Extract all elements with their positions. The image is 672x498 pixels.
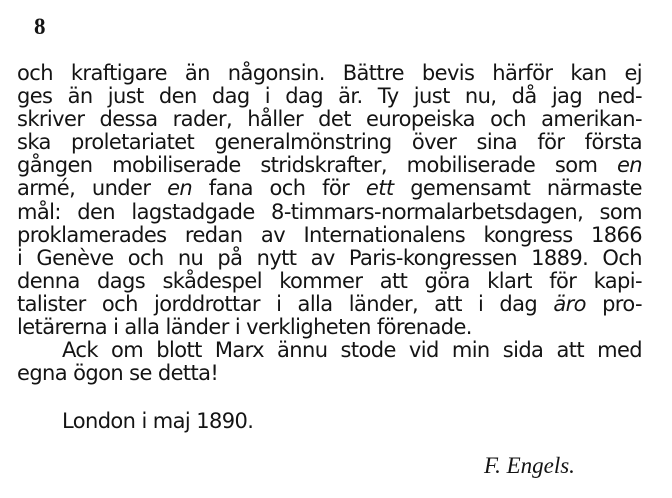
emphasis: äro: [553, 291, 586, 316]
text-line: egna ögon se detta!: [17, 361, 219, 386]
emphasis: ett: [365, 176, 394, 201]
paragraph-2: [17, 339, 642, 385]
signature: F. Engels.: [484, 453, 575, 478]
emphasis: en: [616, 153, 642, 178]
text-line: gången mobiliserade stridskrafter, mobiliserade som en: [17, 153, 642, 178]
text-line: och kraftigare än någonsin. Bättre bevis härför kan ej: [17, 61, 642, 85]
text-line: mål: den lagstadgade 8-timmars-normalarbetsdagen, som: [17, 199, 642, 224]
dateline: London i maj 1890.: [62, 409, 254, 433]
text-line: talister och jorddrottar i alla länder, att i dag äro pro-: [17, 291, 642, 316]
text-line: letärerna i alla länder i verkligheten förenade.: [17, 315, 472, 340]
text-line: i Genève och nu på nytt av Paris-kongressen 1889. Och: [17, 245, 642, 270]
text-line: armé, under en fana och för ett gemensamt närmaste: [17, 176, 642, 201]
text-line: proklamerades redan av Internationalens kongress 1866: [17, 222, 642, 247]
text-line: ska proletariatet generalmönstring över sina för första: [17, 130, 642, 155]
text-line: denna dags skådespel kommer att göra klart för kapi-: [17, 268, 642, 293]
page-number: 8: [34, 14, 46, 39]
body-text: [17, 62, 642, 385]
text-line: Ack om blott Marx ännu stode vid min sida att med: [62, 338, 642, 363]
emphasis: en: [167, 176, 193, 201]
paragraph-1: [17, 62, 642, 339]
text-line: skriver dessa rader, håller det europeiska och amerikan-: [17, 107, 642, 132]
text-line: ges än just den dag i dag är. Ty just nu, då jag ned-: [17, 84, 642, 109]
